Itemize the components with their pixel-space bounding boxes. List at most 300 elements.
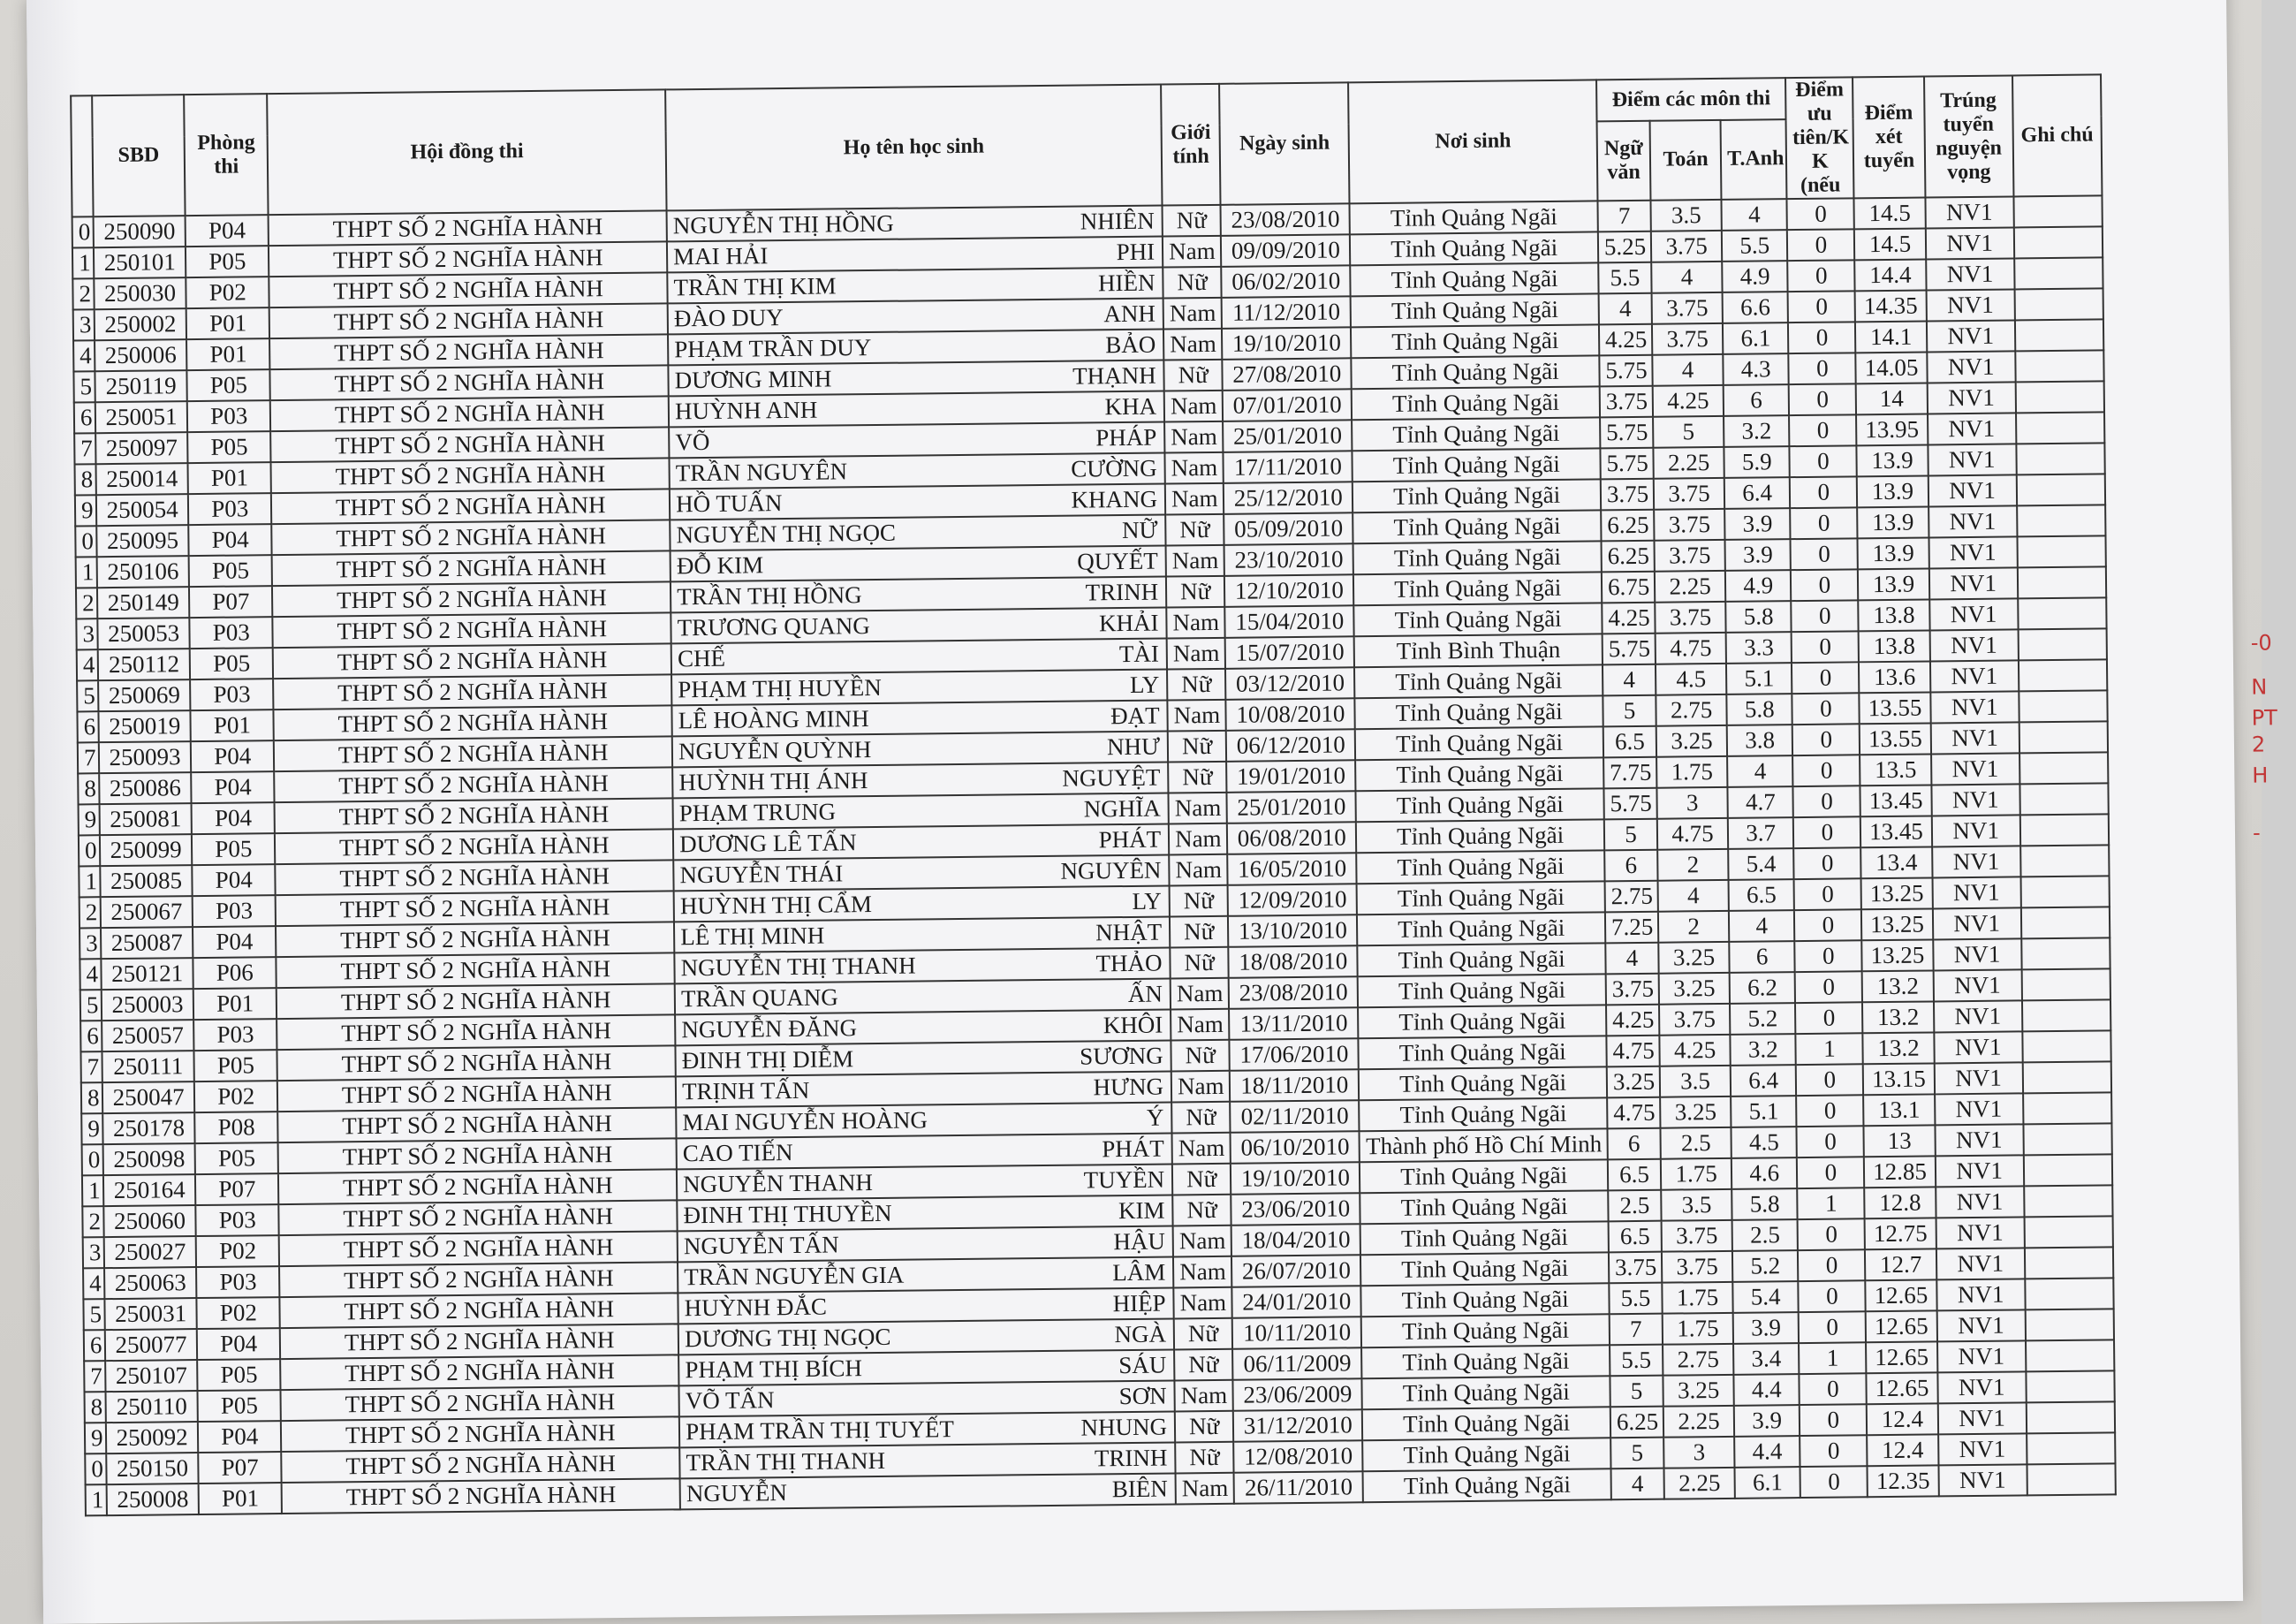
score-math-cell: 2.25: [1655, 571, 1725, 603]
dob-cell: 23/08/2010: [1221, 203, 1351, 236]
dob-cell: 13/10/2010: [1228, 914, 1358, 947]
student-name-cell: [673, 793, 1169, 830]
given-name-text: NHẬT: [1095, 918, 1163, 946]
birthplace-cell: Tỉnh Quảng Ngãi: [1351, 324, 1599, 358]
priority-points-cell: 0: [1800, 1435, 1867, 1467]
admission-results-table: [70, 73, 2117, 1516]
room-cell: P04: [186, 215, 269, 247]
admission-score-cell: 12.65: [1866, 1341, 1936, 1373]
birthplace-cell: Tỉnh Quảng Ngãi: [1362, 1376, 1610, 1409]
admission-score-cell: 14.5: [1854, 229, 1925, 261]
score-english-cell: 3.9: [1725, 539, 1792, 571]
surname-text: TRẦN THỊ THANH: [686, 1446, 886, 1476]
row-index: 4: [77, 649, 98, 680]
admission-score-cell: 13.45: [1860, 785, 1931, 816]
council-cell: THPT SỐ 2 NGHĨA HÀNH: [276, 860, 674, 895]
council-cell: THPT SỐ 2 NGHĨA HÀNH: [275, 829, 673, 864]
dob-cell: 19/10/2010: [1222, 327, 1352, 360]
score-literature-cell: 4: [1605, 943, 1658, 975]
row-index: 9: [81, 1113, 102, 1144]
admission-score-cell: 13.25: [1861, 877, 1932, 909]
room-cell: P03: [193, 1019, 277, 1051]
council-cell: THPT SỐ 2 NGHĨA HÀNH: [278, 1107, 677, 1142]
gender-cell: Nam: [1164, 391, 1223, 422]
dob-cell: 06/11/2009: [1232, 1347, 1362, 1380]
row-index: 3: [83, 1237, 104, 1268]
note-cell: [2019, 752, 2109, 784]
score-literature-cell: 4: [1599, 293, 1652, 325]
admitted-choice-cell: NV1: [1929, 598, 2019, 630]
note-cell: [2026, 1401, 2115, 1433]
note-cell: [2014, 288, 2103, 320]
sbd-cell: 250119: [95, 370, 187, 402]
admission-score-cell: 14.05: [1856, 352, 1927, 383]
council-cell: THPT SỐ 2 NGHĨA HÀNH: [271, 458, 670, 493]
admitted-choice-cell: NV1: [1926, 258, 2015, 290]
admission-score-cell: 13.1: [1864, 1094, 1935, 1126]
birthplace-cell: Tỉnh Quảng Ngãi: [1357, 912, 1605, 945]
birthplace-cell: Tỉnh Quảng Ngãi: [1350, 201, 1598, 234]
admission-score-cell: 13.2: [1862, 970, 1933, 1002]
sbd-cell: 250087: [101, 927, 193, 959]
sbd-cell: 250053: [97, 618, 190, 649]
note-cell: [2026, 1339, 2115, 1371]
note-cell: [2018, 597, 2107, 629]
score-literature-cell: 5.75: [1600, 448, 1653, 480]
dob-cell: 05/09/2010: [1224, 512, 1353, 545]
score-math-cell: 3.25: [1658, 942, 1729, 974]
priority-points-cell: 0: [1789, 414, 1856, 446]
score-english-cell: 6.5: [1729, 879, 1795, 911]
sbd-cell: 250097: [95, 432, 188, 464]
priority-points-cell: 0: [1793, 785, 1860, 817]
row-index: 9: [85, 1423, 106, 1453]
dob-cell: 24/01/2010: [1232, 1286, 1362, 1318]
council-cell: THPT SỐ 2 NGHĨA HÀNH: [280, 1293, 678, 1328]
row-index: 7: [84, 1361, 105, 1392]
admitted-choice-cell: NV1: [1935, 1093, 2024, 1125]
given-name-text: HIỀN: [1097, 269, 1156, 297]
council-cell: THPT SỐ 2 NGHĨA HÀNH: [280, 1355, 678, 1390]
admitted-choice-cell: NV1: [1927, 382, 2016, 414]
score-math-cell: 3.5: [1661, 1189, 1731, 1221]
surname-text: DƯƠNG LÊ TẤN: [679, 829, 857, 858]
student-name-cell: [674, 917, 1170, 953]
student-name-cell: [673, 824, 1169, 861]
birthplace-cell: Tỉnh Quảng Ngãi: [1359, 1036, 1607, 1069]
student-name-cell: [676, 1071, 1171, 1107]
priority-points-cell: 0: [1792, 755, 1860, 786]
birthplace-cell: Tỉnh Quảng Ngãi: [1360, 1159, 1608, 1193]
sbd-cell: 250014: [96, 463, 189, 495]
surname-text: DƯƠNG THỊ NGỌC: [684, 1323, 891, 1353]
birthplace-cell: Tỉnh Quảng Ngãi: [1357, 850, 1605, 884]
room-cell: P05: [195, 1142, 279, 1174]
sbd-cell: 250090: [94, 216, 186, 247]
sbd-cell: 250095: [96, 525, 189, 557]
margin-note: N: [2251, 674, 2268, 700]
student-name-cell: [679, 1380, 1175, 1416]
row-index: 3: [76, 618, 97, 649]
dob-cell: 23/08/2010: [1229, 976, 1359, 1009]
student-name-cell: [680, 1473, 1176, 1509]
sbd-cell: 250106: [97, 556, 190, 588]
score-math-cell: 2.75: [1663, 1344, 1733, 1376]
note-cell: [2019, 721, 2108, 753]
room-cell: P04: [198, 1421, 282, 1453]
admitted-choice-cell: NV1: [1929, 629, 2019, 661]
surname-text: ĐINH THỊ THUYỀN: [683, 1199, 892, 1229]
birthplace-cell: Tỉnh Quảng Ngãi: [1354, 603, 1603, 636]
admission-score-cell: 12.7: [1865, 1248, 1936, 1280]
room-cell: P04: [192, 802, 276, 834]
room-cell: P05: [187, 431, 271, 463]
surname-text: HUỲNH ĐẮC: [684, 1293, 828, 1322]
given-name-text: Ý: [1146, 1104, 1164, 1131]
note-cell: [2013, 195, 2103, 227]
score-math-cell: 3: [1663, 1437, 1734, 1468]
surname-text: HUỲNH THỊ ÁNH: [678, 767, 868, 796]
sbd-cell: 250057: [102, 1020, 194, 1051]
score-literature-cell: 3.75: [1601, 479, 1654, 511]
room-cell: P01: [186, 307, 270, 339]
gender-cell: Nam: [1166, 607, 1224, 639]
score-english-cell: 6.1: [1735, 1467, 1801, 1499]
surname-text: NGUYỄN QUỲNH: [678, 736, 872, 765]
student-name-cell: [670, 453, 1165, 489]
admitted-choice-cell: NV1: [1931, 753, 2020, 785]
gender-cell: Nữ: [1175, 1411, 1233, 1443]
priority-points-cell: 0: [1793, 816, 1860, 848]
room-cell: P03: [196, 1266, 280, 1298]
gender-cell: Nữ: [1170, 947, 1228, 979]
admission-score-cell: 12.85: [1864, 1156, 1935, 1188]
student-name-cell: [675, 979, 1171, 1015]
sbd-cell: 250110: [106, 1391, 199, 1423]
note-cell: [2023, 1123, 2112, 1155]
birthplace-cell: Tỉnh Quảng Ngãi: [1362, 1407, 1610, 1440]
room-cell: P05: [189, 555, 273, 587]
score-literature-cell: 3.75: [1600, 386, 1653, 418]
score-english-cell: 6.4: [1731, 1065, 1797, 1097]
row-index: 2: [72, 278, 94, 309]
admission-score-cell: 13.9: [1858, 506, 1928, 538]
surname-text: TRỊNH TẤN: [681, 1076, 810, 1105]
admission-score-cell: 14.5: [1854, 198, 1925, 230]
admitted-choice-cell: NV1: [1936, 1248, 2025, 1279]
student-name-cell: [678, 1226, 1173, 1262]
council-cell: THPT SỐ 2 NGHĨA HÀNH: [270, 427, 669, 462]
dob-cell: 25/12/2010: [1224, 482, 1353, 514]
dob-cell: 12/08/2010: [1233, 1440, 1363, 1473]
col-sbd-header: SBD: [92, 95, 186, 216]
gender-cell: Nữ: [1170, 885, 1228, 917]
sbd-cell: 250099: [100, 834, 193, 866]
score-english-cell: 5.8: [1725, 601, 1792, 633]
gender-cell: Nữ: [1163, 360, 1222, 391]
note-cell: [2019, 690, 2108, 722]
note-cell: [2024, 1216, 2113, 1248]
room-cell: P04: [193, 926, 277, 958]
admission-score-cell: 13.95: [1856, 414, 1927, 445]
given-name-text: TÀI: [1118, 640, 1160, 668]
score-english-cell: 6: [1729, 941, 1795, 973]
given-name-text: KHÔI: [1103, 1011, 1163, 1039]
sbd-cell: 250006: [95, 339, 187, 371]
priority-points-cell: 0: [1790, 507, 1857, 539]
admission-score-cell: 12.75: [1865, 1218, 1936, 1249]
admission-score-cell: 14.1: [1855, 322, 1926, 353]
student-name-cell: [667, 268, 1163, 304]
gender-cell: Nam: [1171, 1071, 1230, 1103]
note-cell: [2014, 257, 2103, 289]
admission-score-cell: 12.35: [1868, 1465, 1938, 1497]
admitted-choice-cell: NV1: [1932, 846, 2021, 877]
given-name-text: NHIÊN: [1080, 207, 1155, 235]
gender-cell: Nam: [1164, 421, 1223, 453]
score-math-cell: 1.75: [1663, 1313, 1733, 1345]
admitted-choice-cell: NV1: [1928, 536, 2018, 568]
room-cell: P08: [194, 1112, 278, 1143]
gender-cell: Nữ: [1172, 1164, 1231, 1195]
dob-cell: 06/08/2010: [1227, 822, 1357, 854]
student-name-cell: [679, 1411, 1175, 1447]
col-toan-header: Toán: [1650, 120, 1722, 201]
admitted-choice-cell: NV1: [1928, 444, 2017, 475]
gender-cell: Nữ: [1171, 1040, 1229, 1072]
row-index: 3: [80, 928, 101, 959]
col-noisinh-header: Nơi sinh: [1349, 80, 1598, 203]
admission-score-cell: 13.6: [1859, 661, 1929, 693]
row-index: 6: [77, 711, 98, 742]
score-literature-cell: 5.5: [1609, 1283, 1662, 1315]
gender-cell: Nam: [1169, 854, 1227, 886]
note-cell: [2027, 1432, 2116, 1464]
score-math-cell: 4.75: [1657, 818, 1728, 850]
sbd-cell: 250077: [105, 1329, 198, 1361]
score-literature-cell: 4: [1610, 1468, 1663, 1500]
admitted-choice-cell: NV1: [1933, 969, 2022, 1001]
sbd-cell: 250054: [96, 494, 189, 526]
dob-cell: 13/11/2010: [1229, 1007, 1359, 1040]
sbd-cell: 250085: [100, 865, 193, 897]
sbd-cell: 250111: [102, 1051, 194, 1082]
dob-cell: 23/06/2009: [1233, 1378, 1363, 1411]
room-cell: P07: [195, 1173, 279, 1205]
row-index: 2: [82, 1206, 103, 1237]
given-name-text: ANH: [1103, 300, 1156, 328]
sbd-cell: 250019: [98, 710, 191, 742]
row-index: 4: [80, 959, 101, 990]
priority-points-cell: 0: [1792, 600, 1859, 632]
score-math-cell: 3.25: [1656, 725, 1727, 757]
surname-text: TRƯƠNG QUANG: [677, 612, 870, 641]
student-name-cell: [672, 732, 1168, 768]
surname-text: LÊ THỊ MINH: [680, 922, 825, 951]
gender-cell: Nữ: [1163, 205, 1221, 237]
council-cell: THPT SỐ 2 NGHĨA HÀNH: [270, 396, 669, 431]
score-literature-cell: 6.25: [1601, 510, 1654, 542]
admission-score-cell: 12.8: [1865, 1187, 1936, 1218]
room-cell: P05: [194, 1050, 278, 1081]
score-math-cell: 3.75: [1652, 292, 1723, 324]
score-english-cell: 6: [1724, 384, 1790, 416]
council-cell: THPT SỐ 2 NGHĨA HÀNH: [272, 581, 671, 617]
row-index: 3: [73, 309, 95, 340]
note-cell: [2015, 350, 2104, 382]
row-index: 7: [78, 742, 99, 773]
score-math-cell: 3.25: [1659, 973, 1730, 1005]
note-cell: [2017, 505, 2106, 536]
birthplace-cell: Tỉnh Quảng Ngãi: [1353, 572, 1602, 605]
row-index: 7: [74, 433, 95, 464]
given-name-text: BẢO: [1105, 330, 1156, 359]
council-cell: THPT SỐ 2 NGHĨA HÀNH: [279, 1200, 678, 1235]
surname-text: ĐINH THỊ DIỄM: [681, 1045, 854, 1074]
score-literature-cell: 5.5: [1610, 1345, 1663, 1377]
student-name-cell: [676, 1040, 1171, 1076]
birthplace-cell: Tỉnh Quảng Ngãi: [1356, 757, 1604, 791]
score-english-cell: 3.7: [1728, 817, 1794, 849]
row-index: 0: [75, 526, 96, 557]
birthplace-cell: Tỉnh Quảng Ngãi: [1353, 417, 1601, 451]
surname-text: PHẠM TRẦN THỊ TUYẾT: [685, 1415, 955, 1446]
sbd-cell: 250164: [103, 1174, 196, 1206]
student-name-cell: [676, 1102, 1171, 1138]
student-name-cell: [669, 391, 1164, 428]
council-cell: THPT SỐ 2 NGHĨA HÀNH: [269, 272, 668, 307]
score-math-cell: 3.75: [1655, 602, 1725, 634]
row-index: 5: [80, 990, 102, 1021]
gender-cell: Nữ: [1174, 1318, 1232, 1350]
given-name-text: ẤN: [1127, 980, 1163, 1008]
note-cell: [2021, 968, 2110, 1000]
admission-score-cell: 13.25: [1861, 908, 1932, 940]
student-name-cell: [672, 763, 1168, 799]
dob-cell: 27/08/2010: [1223, 358, 1353, 391]
admission-score-cell: 12.4: [1867, 1403, 1937, 1435]
score-english-cell: 2.5: [1732, 1219, 1799, 1251]
admitted-choice-cell: NV1: [1938, 1464, 2027, 1496]
council-cell: THPT SỐ 2 NGHĨA HÀNH: [269, 334, 668, 369]
admitted-choice-cell: NV1: [1933, 938, 2022, 970]
col-nguvan-header: Ngữ văn: [1596, 120, 1650, 201]
given-name-text: LY: [1132, 887, 1162, 914]
gender-cell: Nam: [1173, 1287, 1231, 1319]
dob-cell: 10/11/2010: [1232, 1317, 1362, 1349]
row-index: 7: [80, 1051, 102, 1082]
note-cell: [2014, 226, 2103, 258]
given-name-text: PHÁP: [1095, 423, 1157, 452]
score-english-cell: 5.8: [1726, 694, 1792, 725]
note-cell: [2022, 1061, 2111, 1093]
note-cell: [2024, 1154, 2113, 1186]
dob-cell: 12/09/2010: [1228, 884, 1358, 916]
birthplace-cell: Tỉnh Quảng Ngãi: [1355, 695, 1603, 729]
student-name-cell: [672, 701, 1168, 737]
dob-cell: 25/01/2010: [1223, 420, 1353, 452]
surname-text: CAO TIẾN: [682, 1138, 793, 1167]
score-math-cell: 3.75: [1659, 1004, 1730, 1036]
admission-score-cell: 14.4: [1855, 260, 1926, 292]
row-index: 6: [80, 1021, 102, 1051]
score-math-cell: 4.25: [1659, 1035, 1730, 1066]
score-literature-cell: 5.75: [1603, 788, 1656, 820]
score-math-cell: 2.75: [1656, 694, 1726, 726]
note-cell: [2015, 319, 2104, 351]
dob-cell: 11/12/2010: [1222, 296, 1352, 329]
sbd-cell: 250092: [106, 1422, 199, 1453]
given-name-text: NGÀ: [1114, 1320, 1167, 1348]
score-literature-cell: 7: [1610, 1314, 1663, 1346]
row-index: 8: [85, 1392, 106, 1423]
given-name-text: SÁU: [1118, 1351, 1167, 1379]
note-cell: [2025, 1309, 2114, 1340]
council-cell: THPT SỐ 2 NGHĨA HÀNH: [273, 643, 671, 679]
score-english-cell: 3.2: [1731, 1034, 1797, 1066]
gender-cell: Nam: [1166, 545, 1224, 577]
admitted-choice-cell: NV1: [1930, 660, 2019, 692]
student-name-cell: [674, 886, 1170, 922]
col-stt-header: [71, 95, 93, 216]
score-english-cell: 5.5: [1722, 230, 1788, 262]
note-cell: [2026, 1370, 2115, 1402]
council-cell: THPT SỐ 2 NGHĨA HÀNH: [279, 1262, 678, 1297]
admission-score-cell: 13.9: [1858, 568, 1928, 600]
birthplace-cell: Tỉnh Quảng Ngãi: [1360, 1221, 1609, 1255]
priority-points-cell: 0: [1799, 1280, 1866, 1312]
row-index: 6: [74, 402, 95, 433]
admitted-choice-cell: NV1: [1927, 351, 2016, 383]
score-english-cell: 3.3: [1726, 632, 1792, 664]
score-english-cell: 5.2: [1732, 1250, 1799, 1282]
council-cell: THPT SỐ 2 NGHĨA HÀNH: [277, 1045, 676, 1081]
surname-text: NGUYỄN THANH: [683, 1169, 874, 1198]
admitted-choice-cell: NV1: [1925, 196, 2014, 228]
score-literature-cell: 4.75: [1607, 1097, 1660, 1129]
council-cell: THPT SỐ 2 NGHĨA HÀNH: [270, 365, 669, 400]
gender-cell: Nữ: [1174, 1349, 1232, 1381]
room-cell: P05: [186, 246, 269, 277]
council-cell: THPT SỐ 2 NGHĨA HÀNH: [275, 798, 673, 833]
admitted-choice-cell: NV1: [1928, 413, 2017, 444]
score-literature-cell: 6.5: [1603, 726, 1656, 758]
admitted-choice-cell: NV1: [1935, 1155, 2024, 1187]
score-literature-cell: 6.5: [1609, 1221, 1662, 1253]
score-literature-cell: 6: [1607, 1128, 1660, 1160]
note-cell: [2021, 907, 2110, 938]
sbd-cell: 250063: [104, 1267, 197, 1299]
dob-cell: 26/07/2010: [1231, 1255, 1361, 1287]
header-row-1: [71, 74, 2101, 137]
score-math-cell: 3.75: [1654, 478, 1724, 510]
gender-cell: Nữ: [1175, 1442, 1233, 1474]
given-name-text: PHÁT: [1102, 1135, 1164, 1163]
gender-cell: Nam: [1173, 1256, 1231, 1288]
note-cell: [2016, 474, 2105, 505]
student-name-cell: [674, 948, 1170, 984]
score-literature-cell: 3.75: [1606, 974, 1659, 1006]
given-name-text: PHÁT: [1098, 825, 1162, 854]
score-literature-cell: 2.75: [1604, 881, 1657, 913]
birthplace-cell: Tỉnh Quảng Ngãi: [1360, 1252, 1609, 1286]
col-ngaysinh-header: Ngày sinh: [1219, 82, 1350, 205]
council-cell: THPT SỐ 2 NGHĨA HÀNH: [276, 891, 674, 926]
row-index: 1: [72, 247, 94, 278]
given-name-text: NỮ: [1121, 516, 1158, 544]
score-literature-cell: 5: [1610, 1438, 1663, 1469]
birthplace-cell: Tỉnh Quảng Ngãi: [1363, 1468, 1611, 1502]
